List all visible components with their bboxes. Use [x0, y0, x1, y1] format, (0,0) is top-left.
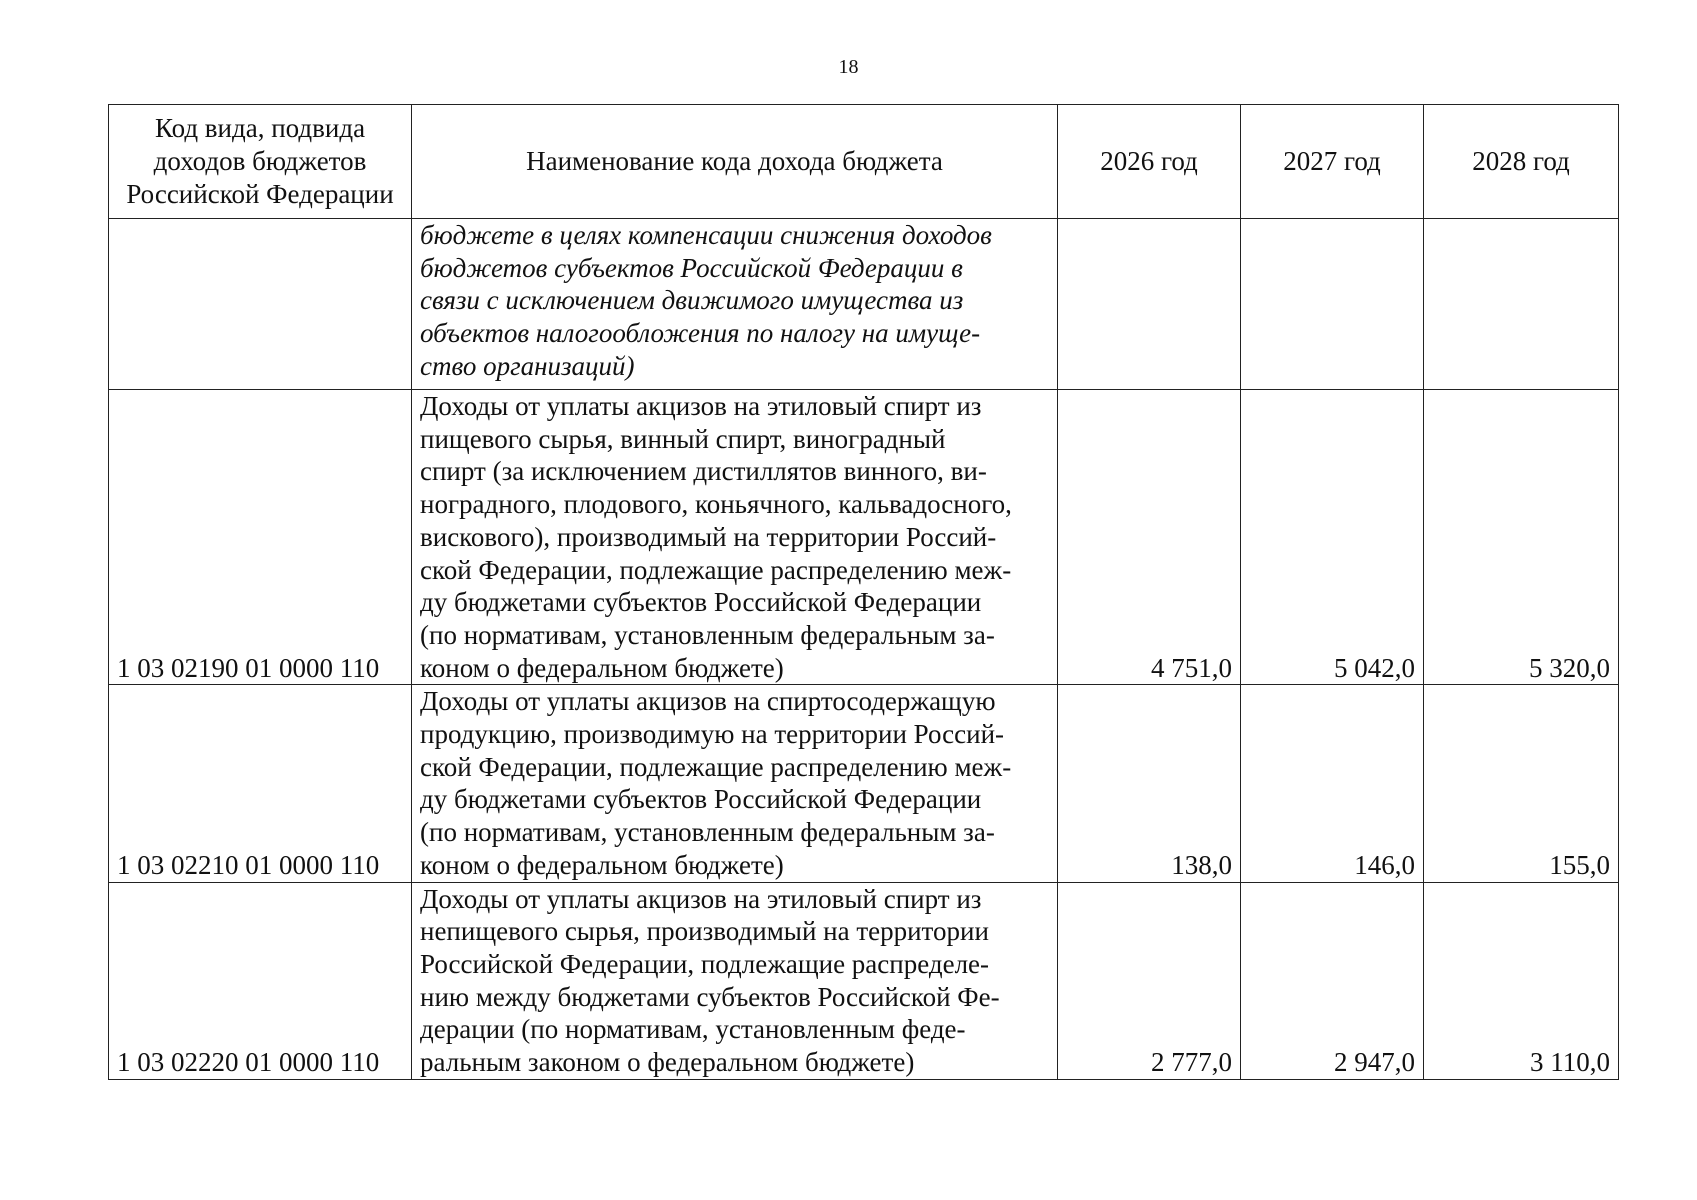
- cell-code-empty: [109, 219, 412, 390]
- name-line: Доходы от уплаты акцизов на этиловый спирт из: [420, 883, 982, 914]
- name-line: объектов налогообложения по налогу на имуще-: [420, 318, 981, 349]
- cell-2026: 4 751,0: [1058, 390, 1241, 685]
- name-line: коном о федеральном бюджете): [420, 652, 784, 683]
- cell-2028: 3 110,0: [1424, 882, 1619, 1079]
- name-line: (по нормативам, установленным федеральным за-: [420, 619, 995, 650]
- name-line: Российской Федерации, подлежащие распределе-: [420, 948, 990, 979]
- name-line: коном о федеральном бюджете): [420, 849, 784, 880]
- header-name: Наименование кода дохода бюджета: [412, 105, 1058, 219]
- table-header-row: [109, 105, 1619, 219]
- cell-2026: 138,0: [1058, 685, 1241, 882]
- cell-name-continuation: [412, 219, 1058, 390]
- table-row: [109, 390, 1619, 685]
- cell-code: 1 03 02220 01 0000 110: [109, 882, 412, 1079]
- cell-2028: 5 320,0: [1424, 390, 1619, 685]
- name-line: ской Федерации, подлежащие распределению меж-: [420, 751, 1012, 782]
- cell-name: [412, 390, 1058, 685]
- cell-2027: 146,0: [1241, 685, 1424, 882]
- cell-code: 1 03 02190 01 0000 110: [109, 390, 412, 685]
- name-line: спирт (за исключением дистиллятов винного, ви-: [420, 456, 987, 487]
- cell-2026-empty: [1058, 219, 1241, 390]
- header-code-line: доходов бюджетов: [153, 146, 367, 177]
- name-line: дерации (по нормативам, установленным феде-: [420, 1014, 966, 1045]
- name-line: бюджетов субъектов Российской Федерации в: [420, 252, 963, 283]
- name-line: пищевого сырья, винный спирт, виноградный: [420, 423, 946, 454]
- name-line: ду бюджетами субъектов Российской Федерации: [420, 784, 982, 815]
- name-line: ноградного, плодового, коньячного, кальвадосного,: [420, 489, 1012, 520]
- name-line: ской Федерации, подлежащие распределению меж-: [420, 554, 1012, 585]
- name-line: ральным законом о федеральном бюджете): [420, 1047, 915, 1078]
- header-year-2026: 2026 год: [1058, 105, 1241, 219]
- name-line: связи с исключением движимого имущества из: [420, 285, 964, 316]
- cell-2027: 5 042,0: [1241, 390, 1424, 685]
- cell-2028: 155,0: [1424, 685, 1619, 882]
- name-line: (по нормативам, установленным федеральным за-: [420, 817, 995, 848]
- cell-2028-empty: [1424, 219, 1619, 390]
- cell-name: [412, 685, 1058, 882]
- name-line: нию между бюджетами субъектов Российской Фе-: [420, 981, 1000, 1012]
- header-code-line: Российской Федерации: [126, 178, 394, 209]
- cell-name: [412, 882, 1058, 1079]
- page-number: 18: [838, 56, 859, 78]
- name-line: ду бюджетами субъектов Российской Федерации: [420, 587, 982, 618]
- cell-2027: 2 947,0: [1241, 882, 1424, 1079]
- header-code-line: Код вида, подвида: [154, 113, 366, 144]
- table-row: [109, 882, 1619, 1079]
- cell-code: 1 03 02210 01 0000 110: [109, 685, 412, 882]
- table-row-continuation: [109, 219, 1619, 390]
- name-line: продукцию, производимую на территории Россий-: [420, 719, 1005, 750]
- cell-2027-empty: [1241, 219, 1424, 390]
- budget-revenue-table: [108, 104, 1619, 1080]
- name-line: непищевого сырья, производимый на территории: [420, 916, 989, 947]
- name-line: вискового), производимый на территории Россий-: [420, 521, 997, 552]
- table-row: [109, 685, 1619, 882]
- cell-2026: 2 777,0: [1058, 882, 1241, 1079]
- name-line: ство организаций): [420, 350, 635, 381]
- header-year-2028: 2028 год: [1424, 105, 1619, 219]
- header-code: [109, 105, 412, 219]
- header-year-2027: 2027 год: [1241, 105, 1424, 219]
- name-line: Доходы от уплаты акцизов на этиловый спирт из: [420, 391, 982, 421]
- name-line: бюджете в целях компенсации снижения доходов: [420, 220, 992, 250]
- name-line: Доходы от уплаты акцизов на спиртосодержащую: [420, 686, 996, 717]
